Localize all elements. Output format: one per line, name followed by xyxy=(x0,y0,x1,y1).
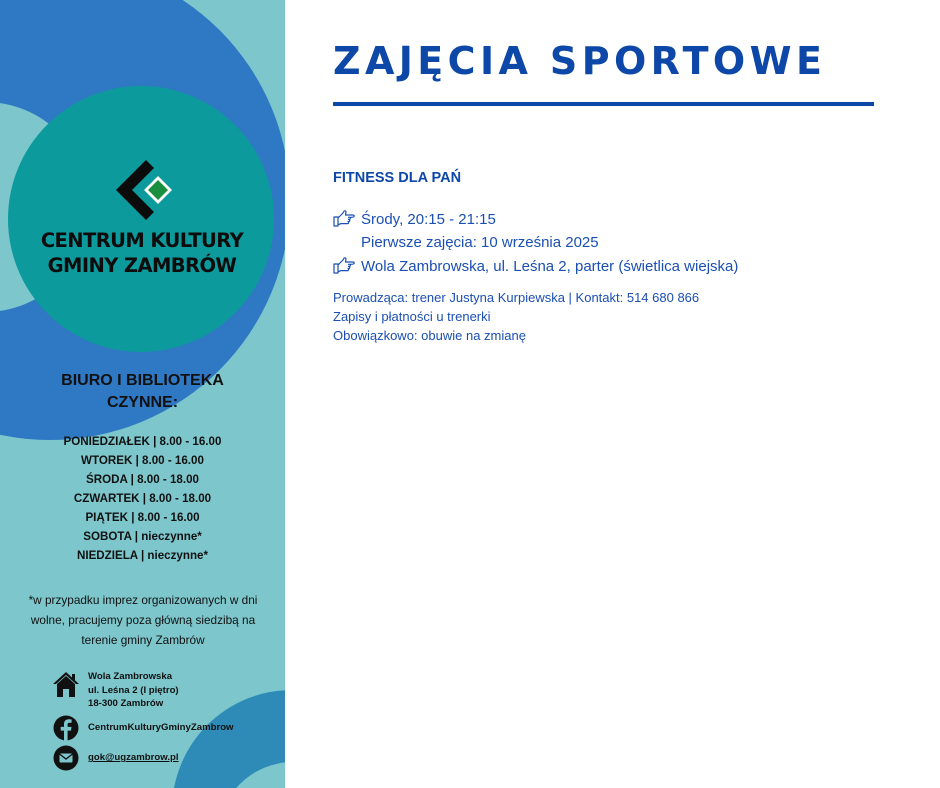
schedule-row xyxy=(333,210,496,228)
home-icon xyxy=(52,670,80,698)
pointing-hand-icon xyxy=(333,257,355,275)
first-class-text: Pierwsze zajęcia: 10 września 2025 xyxy=(361,234,599,251)
hours-note-line-1: *w przypadku imprez organizowanych w dni xyxy=(28,593,258,607)
logo-icon xyxy=(116,160,176,220)
contact-facebook[interactable] xyxy=(52,714,234,742)
hours-friday: PIĄTEK | 8.00 - 16.00 xyxy=(85,511,200,524)
page-title: ZAJĘCIA SPORTOWE xyxy=(333,39,827,83)
hours-list xyxy=(0,432,285,565)
section-title: FITNESS DLA PAŃ xyxy=(333,170,462,186)
office-hours-title-line-2: CZYNNE: xyxy=(106,394,179,411)
hours-sunday: NIEDZIELA | nieczynne* xyxy=(76,549,208,562)
hours-saturday: SOBOTA | nieczynne* xyxy=(83,530,202,543)
hours-note-line-3: terenie gminy Zambrów xyxy=(81,633,205,647)
sidebar xyxy=(0,0,285,788)
trainer-contact: Prowadząca: trener Justyna Kurpiewska | Kontakt: 514 680 866 xyxy=(333,290,700,305)
pointing-hand-icon xyxy=(333,210,355,228)
office-hours-title xyxy=(0,370,285,414)
location-text: Wola Zambrowska, ul. Leśna 2, parter (świetlica wiejska) xyxy=(361,257,739,275)
office-hours-title-line-1: BIURO I BIBLIOTEKA xyxy=(61,372,224,389)
hours-thursday: CZWARTEK | 8.00 - 18.00 xyxy=(73,492,212,505)
envelope-icon xyxy=(52,744,80,772)
registration-info: Zapisy i płatności u trenerki xyxy=(333,309,491,324)
title-underline xyxy=(333,102,874,106)
organization-name-line-2: GMINY ZAMBRÓW xyxy=(47,254,237,277)
hours-monday: PONIEDZIAŁEK | 8.00 - 16.00 xyxy=(63,435,222,448)
class-details xyxy=(333,288,699,345)
location-row xyxy=(333,257,738,275)
contact-address xyxy=(52,670,179,711)
address-line-2: ul. Leśna 2 (I piętro) xyxy=(88,684,179,696)
address-line-1: Wola Zambrowska xyxy=(88,671,173,682)
requirement-info: Obowiązkowo: obuwie na zmianę xyxy=(333,328,526,343)
organization-name xyxy=(20,228,264,278)
hours-wednesday: ŚRODA | 8.00 - 18.00 xyxy=(85,473,199,486)
facebook-link[interactable]: CentrumKulturyGminyZambrow xyxy=(88,722,234,734)
contact-email[interactable] xyxy=(52,744,179,772)
organization-name-line-1: CENTRUM KULTURY xyxy=(40,229,244,252)
email-link[interactable]: gok@ugzambrow.pl xyxy=(88,752,179,764)
facebook-icon xyxy=(52,714,80,742)
office-hours-block xyxy=(0,370,285,565)
schedule-text: Środy, 20:15 - 21:15 xyxy=(361,210,496,228)
hours-note-line-2: wolne, pracujemy poza główną siedzibą na xyxy=(30,613,256,627)
hours-tuesday: WTOREK | 8.00 - 16.00 xyxy=(81,454,204,467)
hours-note xyxy=(14,590,272,650)
address-line-3: 18-300 Zambrów xyxy=(88,698,164,709)
